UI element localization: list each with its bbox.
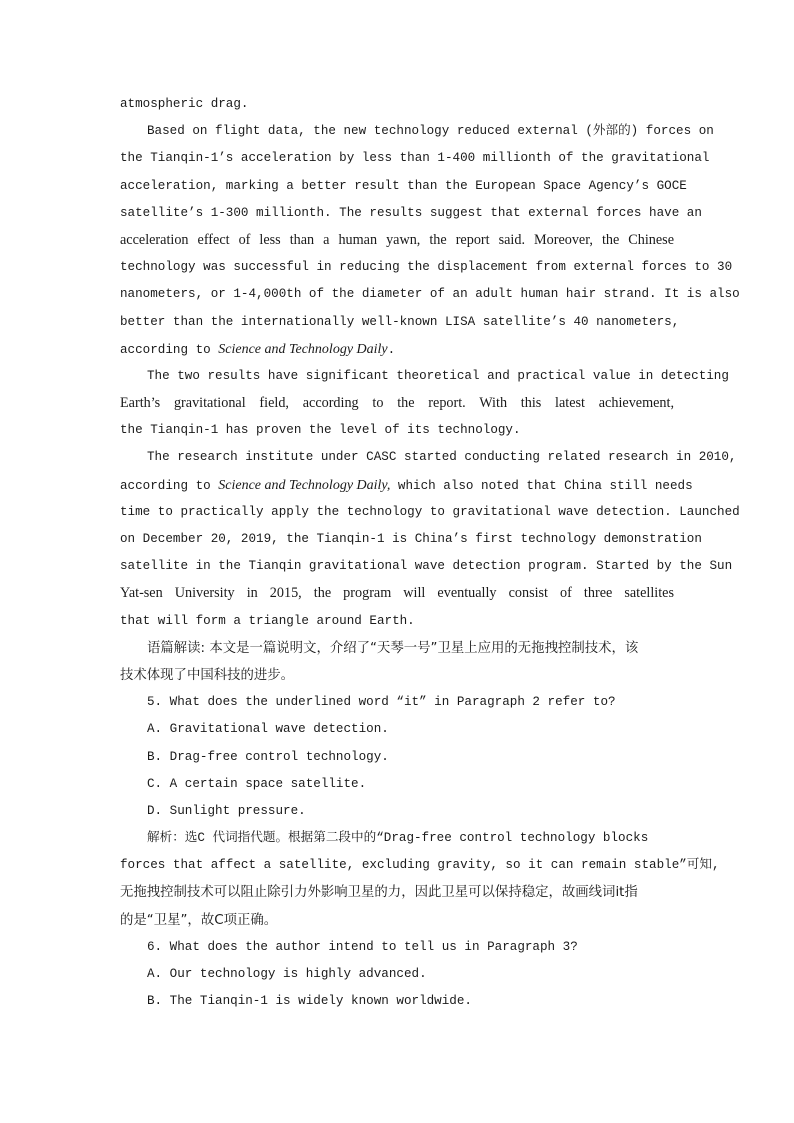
- text-line: nanometers, or 1-4,000th of the diameter of an adult human hair strand. It is also: [120, 287, 740, 302]
- text-line: Yat-sen University in 2015, the program will eventually consist of three satellites: [120, 585, 674, 602]
- answer-explanation: 解析：选C 代词指代题。根据第二段中的“Drag-free control technology blocks: [147, 831, 649, 846]
- text-line: atmospheric drag.: [120, 97, 249, 111]
- text-line: [120, 472, 693, 499]
- option-b: B. The Tianqin-1 is widely known worldwide.: [147, 994, 472, 1009]
- reading-analysis: 技术体现了中国科技的进步。: [120, 667, 295, 683]
- text-line: the Tianqin-1’s acceleration by less than 1-400 millionth of the gravitational: [120, 151, 710, 166]
- text-line: satellite’s 1-300 millionth. The results suggest that external forces have an: [120, 205, 702, 220]
- text-line: that will form a triangle around Earth.: [120, 613, 415, 628]
- reading-analysis: 语篇解读: 本文是一篇说明文，介绍了“天琴一号”卫星上应用的无拖拽控制技术，该: [147, 640, 639, 656]
- answer-explanation: 的是“卫星”，故C项正确。: [120, 912, 278, 928]
- text-line: [120, 336, 674, 363]
- text-line: acceleration, marking a better result than the European Space Agency’s GOCE: [120, 178, 687, 193]
- question-6: 6. What does the author intend to tell us in Paragraph 3?: [147, 939, 578, 954]
- text-line: time to practically apply the technology to gravitational wave detection. Launched: [120, 504, 740, 519]
- option-d: D. Sunlight pressure.: [147, 803, 306, 818]
- text-run: according to: [120, 478, 219, 493]
- text-line: Based on flight data, the new technology reduced external (外部的) forces on: [147, 124, 714, 139]
- text-line: Earth’s gravitational field, according to the report. With this latest achievement,: [120, 395, 674, 412]
- option-c: C. A certain space satellite.: [147, 776, 367, 791]
- option-a: A. Our technology is highly advanced.: [147, 967, 427, 981]
- answer-explanation: forces that affect a satellite, excluding gravity, so it can remain stable”可知,: [120, 858, 720, 873]
- text-line: the Tianqin-1 has proven the level of its technology.: [120, 423, 521, 438]
- text-run: which also noted that China still needs: [390, 478, 693, 493]
- text-line: satellite in the Tianqin gravitational wave detection program. Started by the Sun: [120, 559, 733, 574]
- text-line: better than the internationally well-known LISA satellite’s 40 nanometers,: [120, 314, 680, 329]
- option-a: A. Gravitational wave detection.: [147, 722, 389, 737]
- text-line: The research institute under CASC started conducting related research in 2010,: [147, 450, 737, 465]
- text-line: acceleration effect of less than a human yawn, the report said. Moreover, the Chinese: [120, 231, 674, 248]
- document-body: [120, 91, 740, 1015]
- text-line: The two results have significant theoretical and practical value in detecting: [147, 368, 729, 383]
- text-run: .: [387, 342, 396, 357]
- newspaper-title: Science and Technology Daily,: [218, 477, 391, 493]
- newspaper-title: Science and Technology Daily: [218, 341, 388, 357]
- text-run: according to: [120, 342, 219, 357]
- answer-explanation: 无拖拽控制技术可以阻止除引力外影响卫星的力，因此卫星可以保持稳定，故画线词it指: [120, 885, 638, 901]
- text-line: technology was successful in reducing the displacement from external forces to 30: [120, 260, 733, 275]
- text-line: on December 20, 2019, the Tianqin-1 is China’s first technology demonstration: [120, 532, 702, 546]
- option-b: B. Drag-free control technology.: [147, 749, 389, 764]
- question-5: 5. What does the underlined word “it” in Paragraph 2 refer to?: [147, 695, 616, 710]
